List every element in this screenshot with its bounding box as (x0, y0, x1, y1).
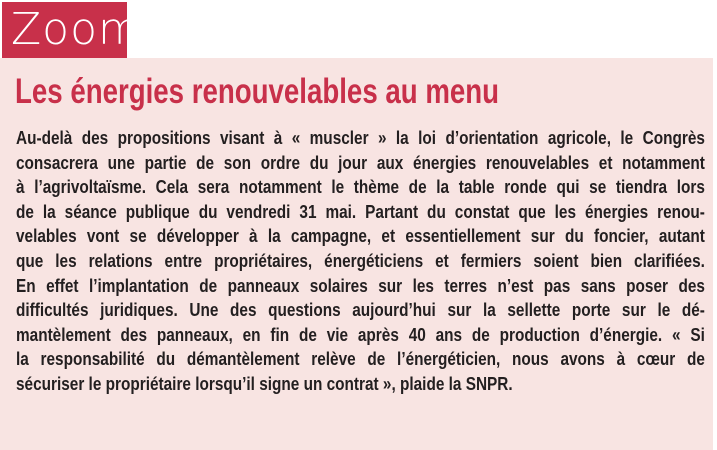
article-body (16, 126, 705, 397)
article-box (0, 58, 713, 450)
section-tag (2, 2, 142, 58)
body-line: Au-delà des propositions visant à « muscler » la loi d’orientation agricole, le Congrès (16, 127, 705, 148)
article-title: Les énergies renouvelables au menu (15, 72, 500, 111)
body-line: consacrera une partie de son ordre du jour aux énergies renouvelables et notamment (16, 151, 705, 173)
body-line: difficultés juridiques. Une des questions aujourd’hui sur la sellette porte sur le dé- (16, 299, 705, 321)
body-line: la responsabilité du démantèlement relève de l’énergéticien, nous avons à cœur de (16, 348, 705, 370)
body-line: à l’agrivoltaïsme. Cela sera notamment le thème de la table ronde qui se tiendra lors (16, 176, 705, 198)
body-line: En effet l’implantation de panneaux solaires sur les terres n’est pas sans poser des (16, 274, 705, 296)
section-tag-label: Zoom (11, 4, 142, 55)
body-line: mantèlement des panneaux, en fin de vie après 40 ans de production d’énergie. « Si (16, 323, 705, 345)
body-line: velables vont se développer à la campagne, et essentiellement sur du foncier, autant (16, 225, 705, 247)
body-line: sécuriser le propriétaire lorsqu’il signe un contrat », plaide la SNPR. (16, 372, 513, 394)
body-line: que les relations entre propriétaires, énergéticiens et fermiers soient bien clarifiées. (16, 249, 705, 271)
body-line: de la séance publique du vendredi 31 mai. Partant du constat que les énergies renou- (16, 200, 705, 222)
